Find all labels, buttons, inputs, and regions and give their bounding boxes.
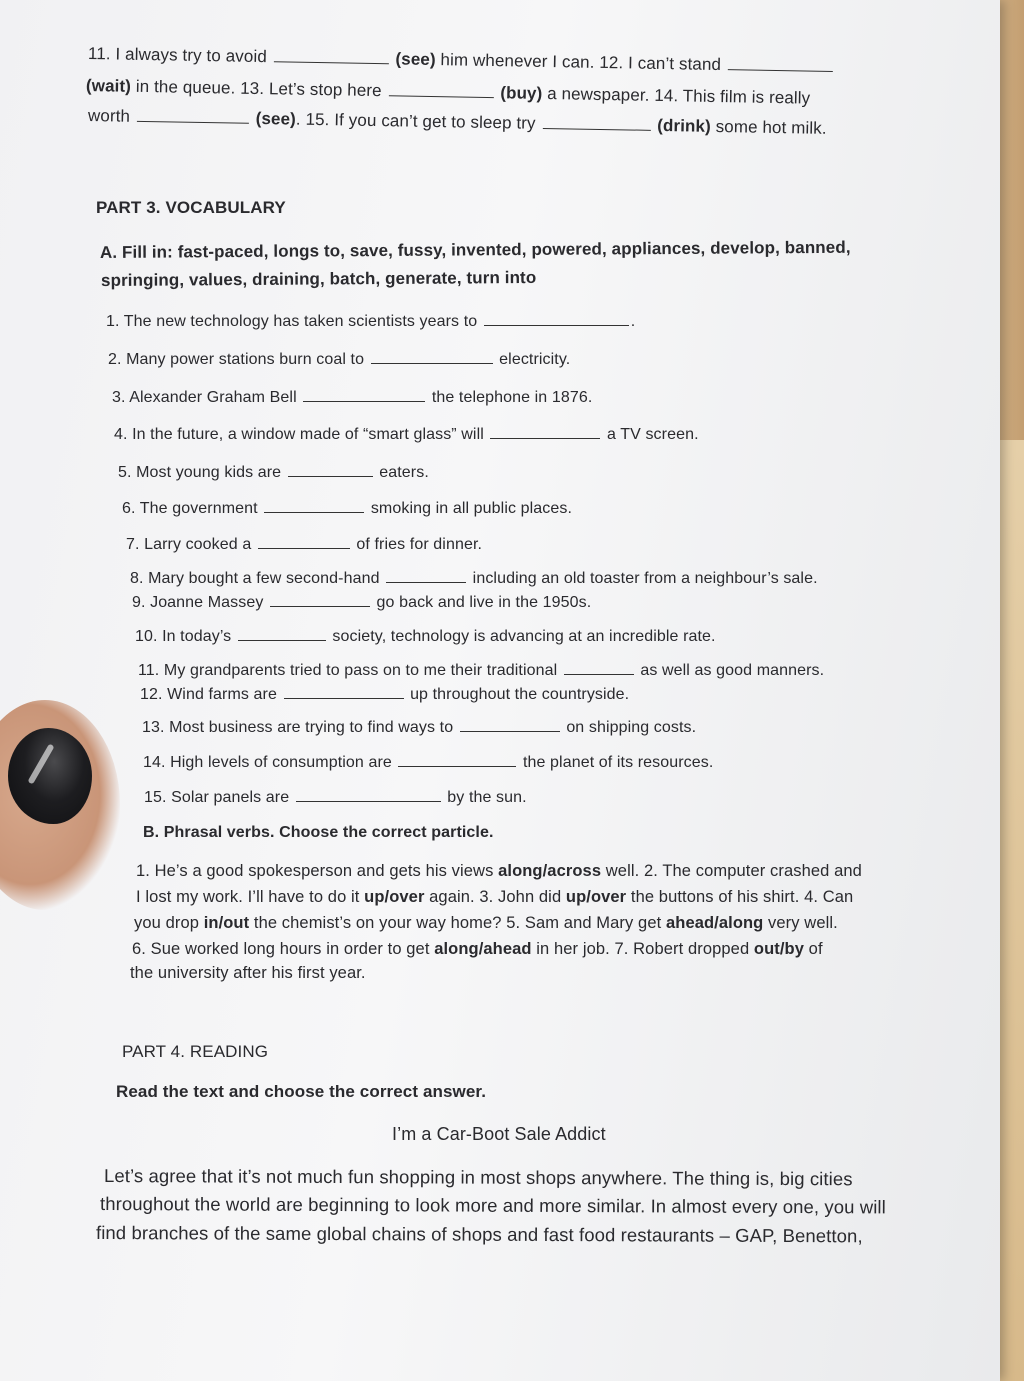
top-verb: (drink) — [657, 115, 712, 136]
part3-a-wordlist-1: A. Fill in: fast-paced, longs to, save, fussy, invented, powered, appliances, develop, banned, — [99, 237, 851, 262]
phrasal-text: 1. He’s a good spokesperson and gets his views — [136, 862, 499, 880]
item-text: 13. Most business are trying to find ways to — [142, 719, 454, 736]
top-verb: (see) — [255, 108, 297, 129]
top-text: a newspaper. 14. This film is really — [547, 84, 811, 108]
top-verb: (wait) — [85, 76, 132, 96]
particle-choice[interactable]: along/ahead — [434, 940, 532, 958]
reading-line-1: Let’s agree that it’s not much fun shopping in most shops anywhere. The thing is, big cities — [103, 1165, 853, 1190]
reading-line-2: throughout the world are beginning to look more and more similar. In almost every one, you will — [99, 1193, 886, 1218]
top-text: 11. I always try to avoid — [87, 44, 268, 67]
phrasal-text: you drop — [134, 914, 204, 932]
phrasal-text: very well. — [763, 914, 838, 932]
item-text: the planet of its resources. — [522, 754, 714, 771]
part4-instruction: Read the text and choose the correct answer. — [116, 1082, 487, 1101]
vocab-item-6 — [122, 500, 572, 518]
item-text: 15. Solar panels are — [144, 789, 290, 806]
phrasal-text: of — [804, 940, 823, 958]
phrasal-text: the chemist’s on your way home? 5. Sam and Mary get — [249, 914, 666, 932]
answer-blank[interactable] — [303, 400, 425, 402]
item-text: of fries for dinner. — [356, 536, 483, 553]
fingernail — [8, 728, 92, 824]
item-text: up throughout the countryside. — [410, 686, 630, 703]
item-text: 8. Mary bought a few second-hand — [130, 570, 380, 587]
answer-blank[interactable] — [564, 673, 634, 675]
vocab-item-14 — [143, 754, 713, 772]
vocab-item-13 — [142, 719, 696, 737]
answer-blank[interactable] — [137, 120, 249, 124]
item-text: electricity. — [499, 351, 571, 368]
item-text: eaters. — [379, 464, 429, 481]
item-text: go back and live in the 1950s. — [376, 594, 592, 611]
particle-choice[interactable]: out/by — [753, 940, 804, 958]
vocab-item-3 — [112, 389, 592, 407]
answer-blank[interactable] — [258, 547, 350, 549]
item-text: 11. My grandparents tried to pass on to me their traditional — [138, 662, 558, 679]
particle-choice[interactable]: ahead/along — [665, 914, 764, 932]
answer-blank[interactable] — [296, 800, 441, 802]
item-text: 12. Wind farms are — [140, 686, 277, 703]
phrasal-line-2 — [136, 888, 853, 907]
particle-choice[interactable]: up/over — [565, 888, 627, 906]
vocab-item-9 — [132, 594, 591, 612]
item-text: society, technology is advancing at an incredible rate. — [332, 628, 716, 645]
phrasal-text: 6. Sue worked long hours in order to get — [132, 940, 435, 958]
answer-blank[interactable] — [542, 127, 650, 131]
item-text: 2. Many power stations burn coal to — [108, 351, 365, 368]
vocab-item-2 — [108, 351, 570, 369]
part3-a-wordlist-2: springing, values, draining, batch, generate, turn into — [100, 267, 537, 290]
part3-title: PART 3. VOCABULARY — [96, 198, 286, 217]
answer-blank[interactable] — [386, 581, 466, 583]
item-text: 4. In the future, a window made of “smart glass” will — [114, 426, 484, 443]
phrasal-line-4 — [132, 940, 823, 959]
item-text: 14. High levels of consumption are — [143, 754, 392, 771]
vocab-item-15 — [144, 789, 527, 807]
answer-blank[interactable] — [388, 94, 493, 98]
item-text: 7. Larry cooked a — [126, 536, 252, 553]
answer-blank[interactable] — [728, 68, 833, 72]
phrasal-text: well. 2. The computer crashed and — [601, 862, 862, 880]
item-text: 3. Alexander Graham Bell — [112, 389, 297, 406]
answer-blank[interactable] — [288, 475, 373, 477]
answer-blank[interactable] — [371, 362, 493, 364]
item-text: including an old toaster from a neighbour’s sale. — [472, 570, 818, 587]
top-line-1 — [88, 44, 835, 77]
vocab-item-12 — [140, 686, 629, 704]
item-text: 9. Joanne Massey — [132, 594, 264, 611]
item-text: the telephone in 1876. — [431, 389, 593, 406]
vocab-item-7 — [126, 536, 482, 554]
particle-choice[interactable]: in/out — [203, 914, 250, 932]
phrasal-text: I lost my work. I’ll have to do it — [136, 888, 365, 906]
particle-choice[interactable]: along/across — [498, 862, 602, 880]
top-text: some hot milk. — [715, 116, 827, 138]
vocab-item-5 — [118, 464, 429, 482]
phrasal-line-5 — [130, 964, 366, 983]
item-text: by the sun. — [447, 789, 527, 806]
item-text: 5. Most young kids are — [118, 464, 282, 481]
answer-blank[interactable] — [270, 605, 370, 607]
phrasal-line-1 — [136, 862, 862, 881]
item-text: on shipping costs. — [566, 719, 697, 736]
particle-choice[interactable]: up/over — [364, 888, 425, 906]
top-verb: (buy) — [500, 83, 543, 103]
answer-blank[interactable] — [284, 697, 404, 699]
top-line-2 — [86, 76, 811, 109]
reading-line-3: find branches of the same global chains of shops and fast food restaurants – GAP, Benetton, — [95, 1222, 863, 1247]
phrasal-text: in her job. 7. Robert dropped — [531, 940, 754, 958]
vocab-item-4 — [114, 426, 699, 444]
vocab-item-11 — [138, 662, 824, 680]
part3-b-title: B. Phrasal verbs. Choose the correct particle. — [143, 824, 494, 841]
item-text: 10. In today’s — [135, 628, 232, 645]
phrasal-line-3 — [134, 914, 838, 933]
item-text: 6. The government — [122, 500, 258, 517]
item-text: a TV screen. — [607, 426, 699, 443]
answer-blank[interactable] — [490, 437, 600, 439]
vocab-item-10 — [135, 628, 716, 646]
top-line-3 — [88, 106, 827, 139]
part4-title: PART 4. READING — [122, 1042, 269, 1061]
vocab-item-8 — [130, 570, 818, 588]
item-text: 1. The new technology has taken scientists years to — [106, 313, 478, 330]
top-verb: (see) — [395, 49, 436, 70]
item-text: . — [630, 313, 636, 330]
top-text: . 15. If you can’t get to sleep try — [295, 109, 536, 133]
item-text: smoking in all public places. — [370, 500, 573, 517]
top-text: him whenever I can. 12. I can’t stand — [440, 50, 722, 75]
reading-text-title: I’m a Car-Boot Sale Addict — [392, 1124, 606, 1144]
answer-blank[interactable] — [264, 511, 364, 513]
answer-blank[interactable] — [484, 324, 629, 326]
top-text: in the queue. 13. Let’s stop here — [135, 76, 382, 101]
phrasal-text: the buttons of his shirt. 4. Can — [626, 888, 854, 906]
vocab-item-1 — [106, 313, 635, 331]
answer-blank[interactable] — [398, 765, 516, 767]
answer-blank[interactable] — [238, 639, 326, 641]
phrasal-text: again. 3. John did — [424, 888, 566, 906]
top-text: worth — [87, 106, 131, 126]
answer-blank[interactable] — [274, 60, 389, 64]
answer-blank[interactable] — [460, 730, 560, 732]
phrasal-text: the university after his first year. — [130, 964, 366, 982]
item-text: as well as good manners. — [640, 662, 825, 679]
